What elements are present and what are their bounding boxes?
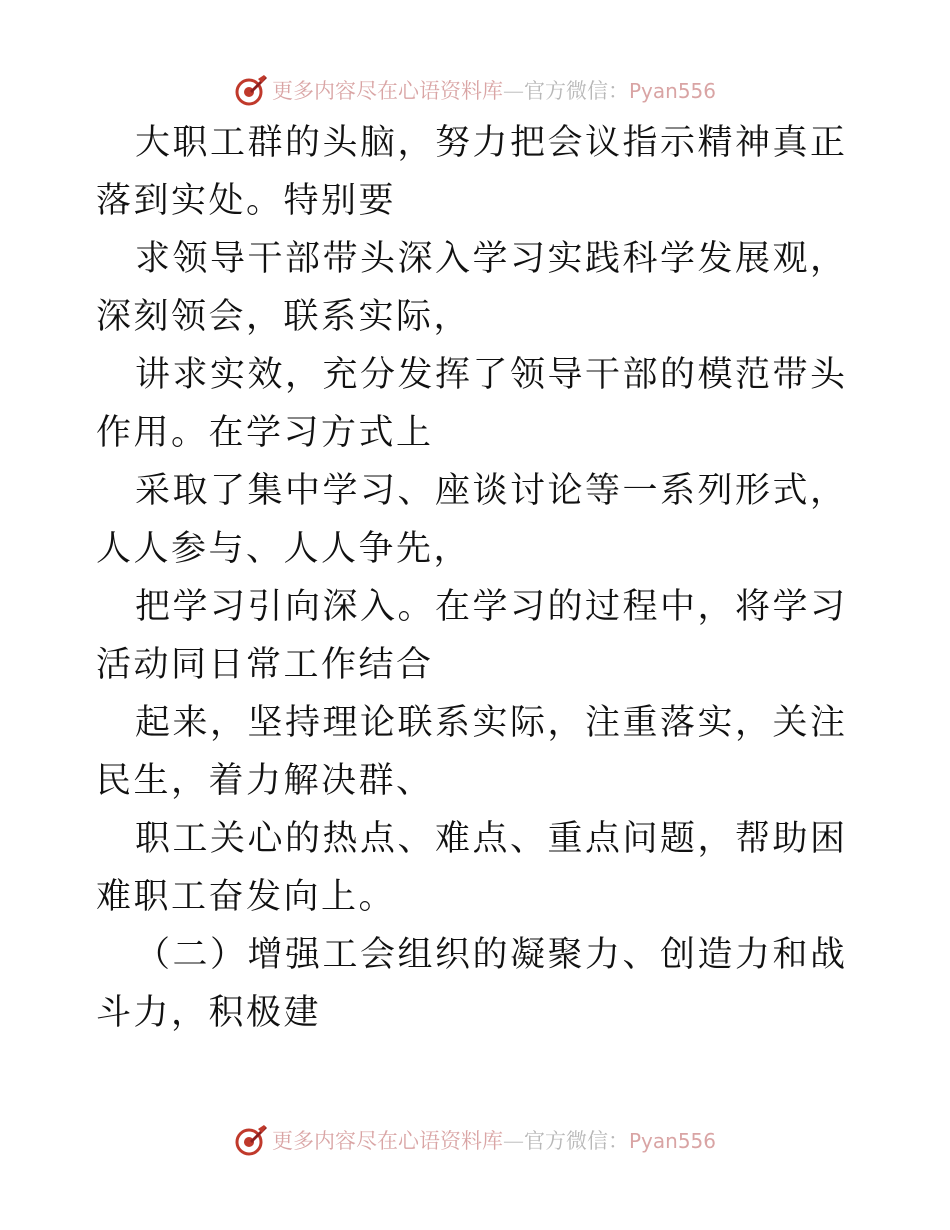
paragraph-1: 大职工群的头脑，努力把会议指示精神真正落到实处。特别要 [96, 123, 848, 221]
header-banner [0, 70, 950, 110]
quill-pen-icon [234, 1123, 268, 1157]
paragraph-4: 采取了集中学习、座谈讨论等一系列形式，人人参与、人人争先， [96, 471, 848, 569]
quill-pen-icon [234, 73, 268, 107]
paragraph-6: 起来，坚持理论联系实际，注重落实，关注民生，着力解决群、 [96, 703, 848, 801]
document-body [96, 114, 866, 1042]
footer-banner [0, 1120, 950, 1160]
paragraph-5: 把学习引向深入。在学习的过程中，将学习活动同日常工作结合 [96, 587, 848, 685]
header-wechat-label: 官方微信： [523, 79, 629, 103]
header-title: 更多内容尽在心语资料库 [271, 79, 503, 103]
header-banner-text [272, 75, 716, 105]
footer-separator: — [502, 1129, 524, 1153]
footer-title: 更多内容尽在心语资料库 [271, 1129, 503, 1153]
header-separator: — [502, 79, 524, 103]
footer-wechat-id: Pyan556 [628, 1129, 716, 1153]
paragraph-8: （二）增强工会组织的凝聚力、创造力和战斗力，积极建 [96, 935, 848, 1033]
paragraph-2: 求领导干部带头深入学习实践科学发展观，深刻领会，联系实际， [96, 239, 848, 337]
footer-wechat-label: 官方微信： [523, 1129, 629, 1153]
paragraph-7: 职工关心的热点、难点、重点问题，帮助困难职工奋发向上。 [96, 819, 848, 917]
paragraph-3: 讲求实效，充分发挥了领导干部的模范带头作用。在学习方式上 [96, 355, 848, 453]
header-wechat-id: Pyan556 [628, 79, 716, 103]
footer-banner-text [272, 1125, 716, 1155]
